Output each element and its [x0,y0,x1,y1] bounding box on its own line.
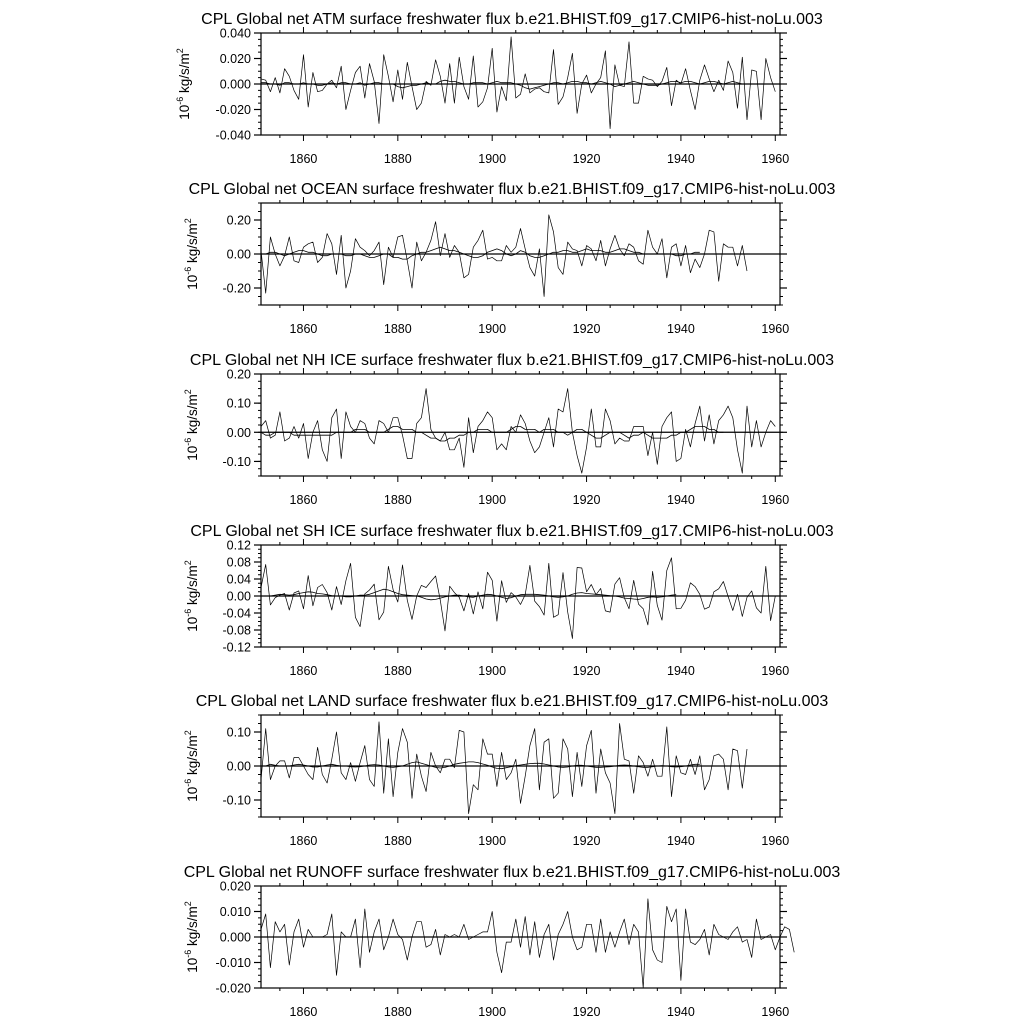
y-tick-label: 0.10 [226,725,251,740]
panel-title: CPL Global net LAND surface freshwater flux b.e21.BHIST.f09_g17.CMIP6-hist-noLu.003 [195,693,829,710]
x-tick-label: 1860 [289,1005,318,1019]
y-axis-label-unit: kg/s/m [185,394,200,438]
y-tick-label: 0.020 [219,52,251,66]
y-axis-label-base: 10 [185,957,200,973]
y-tick-label: -0.10 [222,793,251,808]
x-tick-label: 1900 [478,1005,507,1019]
y-tick-label: 0.08 [226,555,251,570]
panel-title: CPL Global net RUNOFF surface freshwater flux b.e21.BHIST.f09_g17.CMIP6-hist-noLu.003 [183,864,841,881]
x-tick-label: 1880 [383,322,412,336]
y-axis-label-base: 10 [185,616,200,632]
y-axis-label-base: 10 [185,445,200,461]
y-tick-label: -0.08 [222,623,251,638]
series-line-annual [261,215,747,297]
y-axis-label-unit-exponent: 2 [183,901,193,907]
y-axis-label [175,48,192,120]
y-axis-label-exponent: -6 [183,949,193,958]
y-axis-label-unit-exponent: 2 [183,218,193,224]
x-tick-label: 1900 [478,834,507,848]
x-tick-label: 1920 [572,834,601,848]
panel-title: CPL Global net NH ICE surface freshwater flux b.e21.BHIST.f09_g17.CMIP6-hist-noLu.003 [189,352,835,369]
y-tick-label: 0.20 [226,213,251,228]
panel-0 [175,11,823,166]
x-tick-label: 1880 [383,493,412,507]
x-tick-label: 1900 [478,664,507,678]
y-axis-label-unit-exponent: 2 [183,730,193,736]
y-axis-label-unit: kg/s/m [185,906,200,950]
y-axis-label-unit-exponent: 2 [175,48,185,54]
x-tick-label: 1960 [761,834,790,848]
x-tick-label: 1860 [289,834,318,848]
x-tick-label: 1860 [289,493,318,507]
y-axis-label-unit-exponent: 2 [183,389,193,395]
x-tick-label: 1960 [761,664,790,678]
y-axis-label-unit: kg/s/m [177,53,192,97]
y-tick-label: 0.00 [226,589,251,604]
series-line-annual [261,899,794,988]
y-axis-label-unit-exponent: 2 [183,560,193,566]
y-axis-label [183,218,200,290]
y-tick-label: -0.12 [222,640,251,655]
y-axis-label-base: 10 [185,274,200,290]
y-tick-label: 0.00 [226,425,251,440]
x-tick-label: 1920 [572,322,601,336]
x-tick-label: 1960 [761,152,790,166]
y-axis-label-base: 10 [177,104,192,120]
x-tick-label: 1860 [289,664,318,678]
x-tick-label: 1880 [383,664,412,678]
x-tick-label: 1880 [383,1005,412,1019]
y-axis-label-exponent: -6 [183,266,193,275]
panel-title: CPL Global net SH ICE surface freshwater flux b.e21.BHIST.f09_g17.CMIP6-hist-noLu.003 [190,523,834,540]
y-axis-label [183,901,200,973]
y-tick-label: 0.04 [226,572,251,587]
y-axis-label-exponent: -6 [175,96,185,105]
y-tick-label: -0.020 [215,981,251,996]
x-tick-label: 1860 [289,322,318,336]
y-axis-label-exponent: -6 [183,778,193,787]
panel-5 [183,864,840,1019]
x-tick-label: 1940 [667,1005,695,1019]
panel-title: CPL Global net ATM surface freshwater flux b.e21.BHIST.f09_g17.CMIP6-hist-noLu.003 [201,11,823,28]
y-tick-label: 0.000 [219,930,251,945]
y-tick-label: 0.10 [226,396,251,411]
series-line-annual [261,558,775,639]
y-tick-label: -0.020 [215,103,251,117]
y-tick-label: -0.040 [215,128,251,143]
y-axis-label-unit: kg/s/m [185,565,200,609]
panel-4 [183,693,828,848]
panel-2 [183,352,834,507]
y-axis-label-exponent: -6 [183,437,193,446]
x-tick-label: 1920 [572,664,601,678]
x-tick-label: 1940 [667,493,695,507]
y-axis-label-unit: kg/s/m [185,735,200,779]
x-tick-label: 1940 [667,834,695,848]
y-axis-label-unit: kg/s/m [185,223,200,267]
y-tick-label: 0.00 [226,759,251,774]
y-axis-label-base: 10 [185,786,200,802]
panel-1 [183,181,836,336]
y-axis-label [183,730,200,802]
x-tick-label: 1920 [572,493,601,507]
x-tick-label: 1920 [572,1005,601,1019]
x-tick-label: 1960 [761,493,790,507]
x-tick-label: 1960 [761,322,790,336]
y-tick-label: 0.12 [226,538,251,553]
x-tick-label: 1900 [478,322,507,336]
y-tick-label: 0.000 [219,77,251,92]
x-tick-label: 1880 [383,834,412,848]
y-axis-label [183,389,200,461]
y-tick-label: 0.010 [219,905,251,919]
series-line-annual [261,722,747,814]
x-tick-label: 1900 [478,493,507,507]
y-tick-label: -0.10 [222,454,251,469]
x-tick-label: 1940 [667,322,695,336]
x-tick-label: 1920 [572,152,601,166]
x-tick-label: 1880 [383,152,412,166]
x-tick-label: 1960 [761,1005,790,1019]
y-axis-label [183,560,200,632]
y-tick-label: 0.00 [226,247,251,262]
y-tick-label: -0.010 [215,956,251,970]
series-line-annual [261,37,775,129]
y-tick-label: 0.040 [219,26,251,41]
x-tick-label: 1940 [667,152,695,166]
y-tick-label: 0.020 [219,879,251,894]
panel-3 [183,523,834,678]
x-tick-label: 1940 [667,664,695,678]
series-line-annual [261,389,775,474]
y-tick-label: 0.20 [226,367,251,382]
y-tick-label: -0.04 [222,606,251,621]
x-tick-label: 1900 [478,152,507,166]
x-tick-label: 1860 [289,152,318,166]
y-axis-label-exponent: -6 [183,608,193,617]
y-tick-label: -0.20 [222,281,251,296]
panel-title: CPL Global net OCEAN surface freshwater flux b.e21.BHIST.f09_g17.CMIP6-hist-noLu.003 [188,181,836,198]
